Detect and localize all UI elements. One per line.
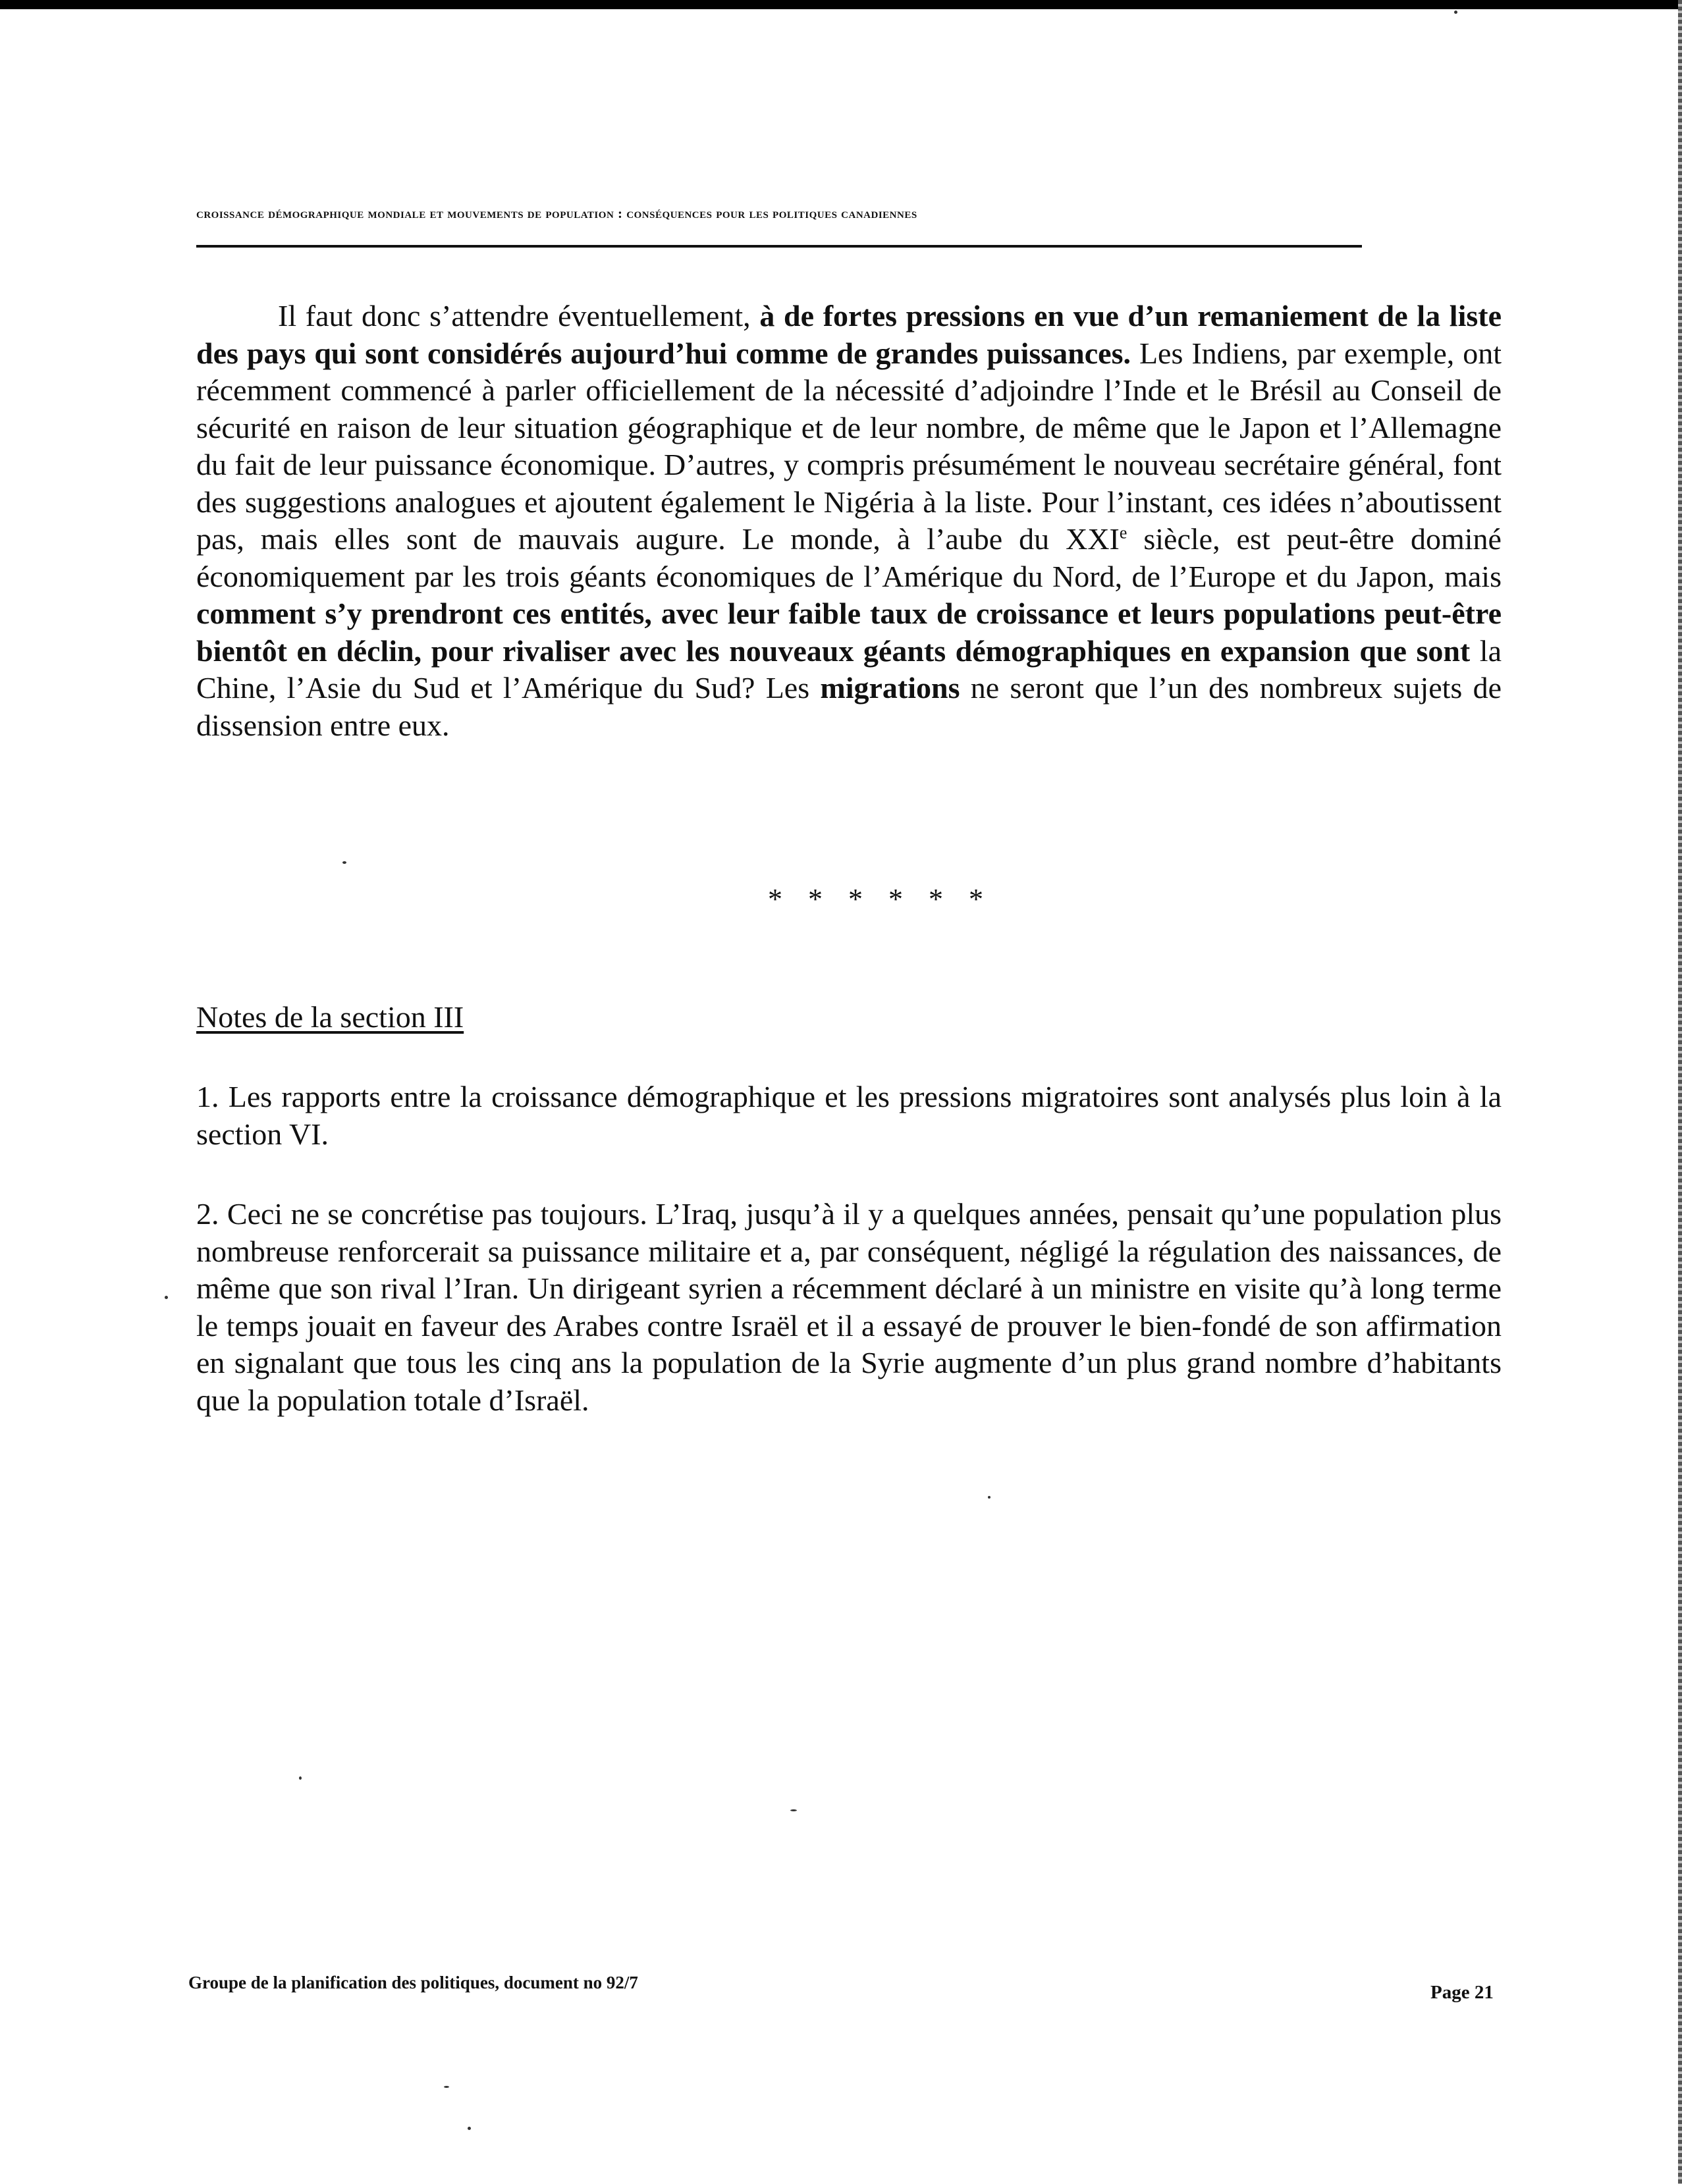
section-separator: * * * * * *	[768, 883, 992, 915]
footer-document-reference: Groupe de la planification des politiques, document no 92/7	[188, 1973, 638, 1992]
body-text-segment: Les Indiens, par exemple, ont récemment commencé à parler officiellement de la nécessité d’adjoindre l’Inde et le Brésil au Conseil de sécurité en raison de leur situation géographique et de leur nombre, de même que le Japon et l’Allemagne du fait de leur puissance économique. D’autres, y compris présumément le nouveau secrétaire général, font des suggestions analogues et ajoutent également le Nigéria à la liste. Pour l’instant, ces idées n’aboutissent pas, mais elles sont de mauvais augure. Le monde, à l’aube du XXI	[196, 336, 1502, 556]
body-text-segment: ne seront que l’un des nombreux sujets de dissension entre eux.	[196, 671, 1502, 742]
scan-right-border	[1678, 0, 1682, 2184]
footer-page-number: Page 21	[1430, 1982, 1494, 2003]
running-header: croissance démographique mondiale et mouvements de population : conséquences pour les politiques canadiennes	[196, 205, 917, 221]
body-bold-segment: migrations	[820, 671, 960, 705]
century-superscript: e	[1119, 523, 1127, 543]
body-paragraph	[196, 298, 1502, 744]
notes-section-title: Notes de la section III	[196, 1000, 464, 1034]
footnote-1: 1. Les rapports entre la croissance démographique et les pressions migratoires sont analysés plus loin à la section VI.	[196, 1080, 1502, 1151]
header-rule	[196, 245, 1362, 248]
body-text-segment: Il faut donc s’attendre éventuellement,	[278, 299, 760, 333]
body-text-segment: la Chine, l’Asie du Sud et l’Amérique du Sud? Les	[196, 633, 1502, 705]
scan-speck	[790, 1809, 797, 1811]
scan-speck	[444, 2086, 449, 2088]
scan-top-border	[0, 0, 1682, 9]
scan-speck	[988, 1496, 990, 1499]
scan-speck	[165, 1296, 168, 1299]
footnote-2: 2. Ceci ne se concrétise pas toujours. L’Iraq, jusqu’à il y a quelques années, pensait qu’une population plus nombreuse renforcerait sa puissance militaire et a, par conséquent, négligé la régulation des naissances, de même que son rival l’Iran. Un dirigeant syrien a récemment déclaré à un ministre en visite qu’à long terme le temps jouait en faveur des Arabes contre Israël et il a essayé de prouver le bien-fondé de son affirmation en signalant que tous les cinq ans la population de la Syrie augmente d’un plus grand nombre d’habitants que la population totale d’Israël.	[196, 1197, 1502, 1417]
scan-speck	[342, 861, 346, 864]
scan-speck	[299, 1776, 302, 1780]
scan-speck	[468, 2127, 471, 2130]
body-text-segment: siècle, est peut-être dominé économiquement par les trois géants économiques de l’Amérique du Nord, de l’Europe et du Japon, mais	[196, 522, 1502, 593]
scan-speck	[1454, 11, 1457, 14]
body-bold-segment: comment s’y prendront ces entités, avec leur faible taux de croissance et leurs populations peut-être bientôt en déclin, pour rivaliser avec les nouveaux géants démographiques en expansion que sont	[196, 597, 1502, 668]
body-bold-segment: à de fortes pressions en vue d’un remaniement de la liste des pays qui sont considérés aujourd’hui comme de grandes puissances.	[196, 299, 1502, 370]
